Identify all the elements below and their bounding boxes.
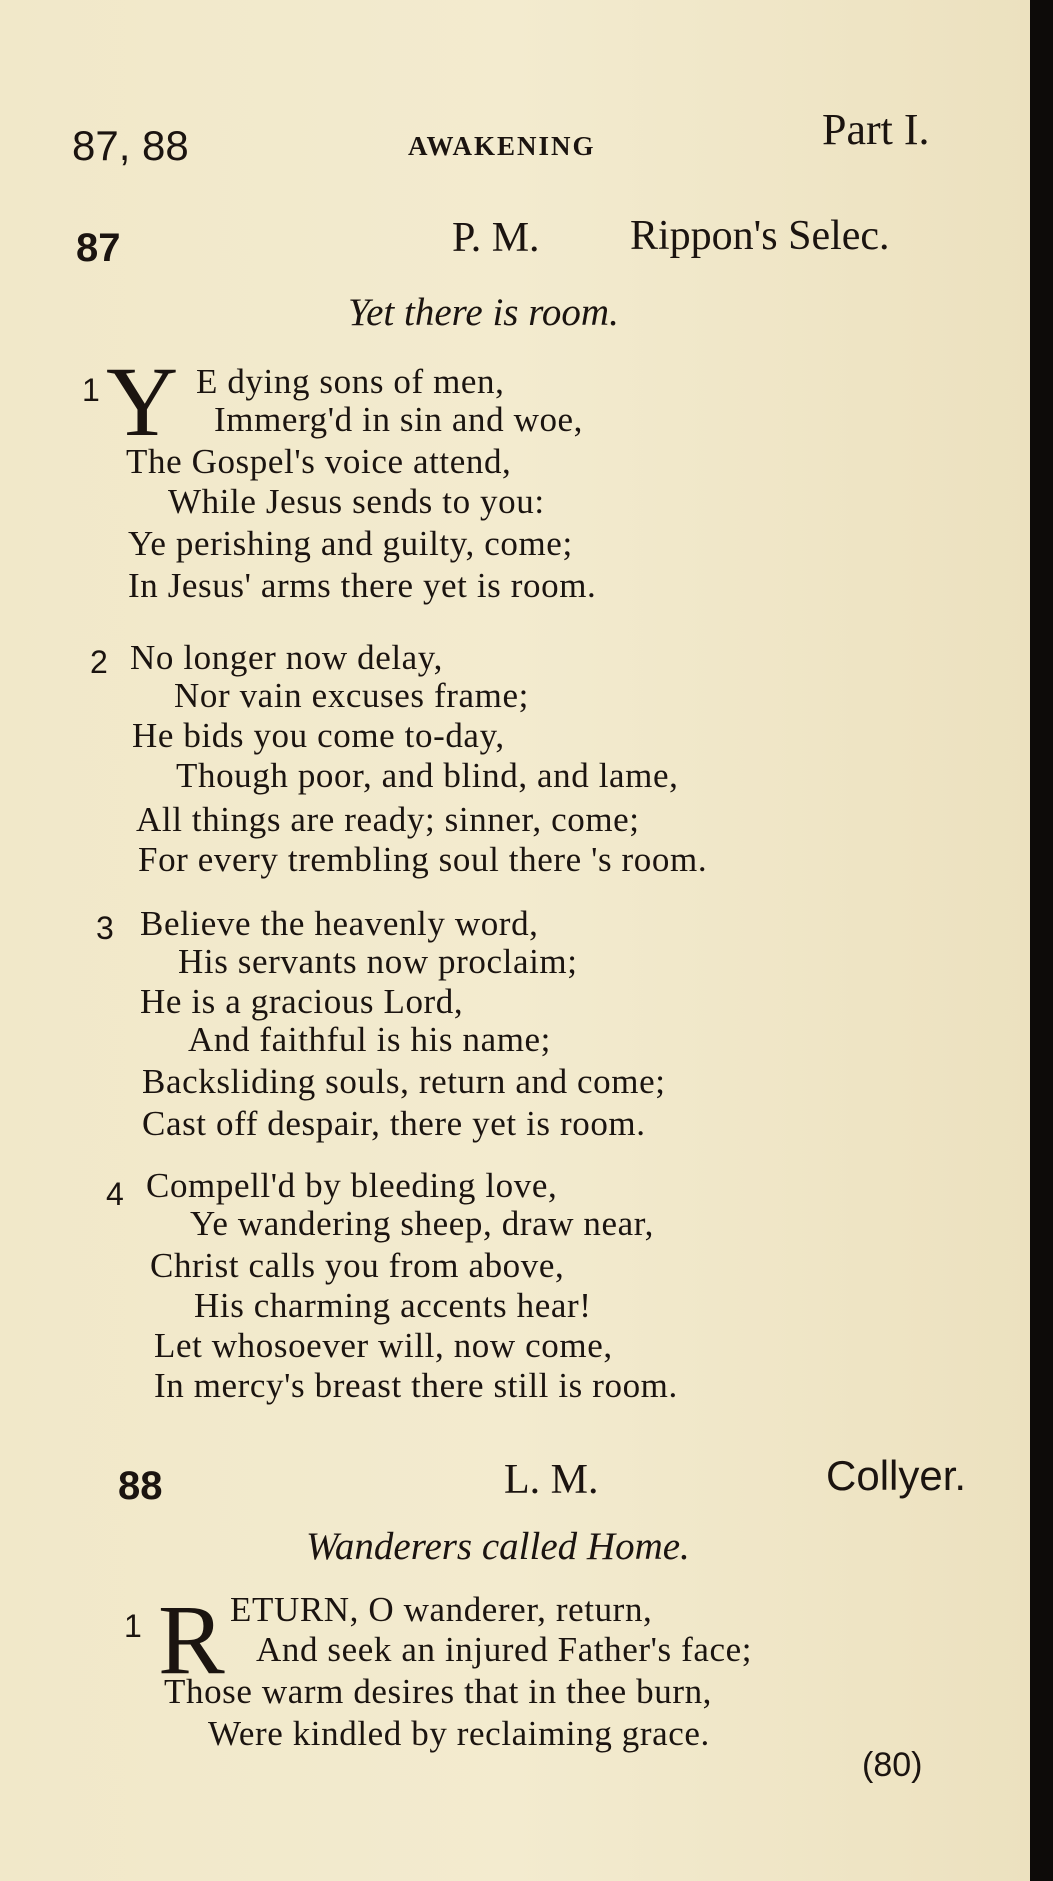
verse-line: Ye wandering sheep, draw near, (190, 1204, 655, 1243)
verse-number: 1 (82, 372, 100, 408)
verse-line: ETURN, O wanderer, return, (230, 1590, 653, 1629)
running-head-hymn-numbers: 87, 88 (72, 122, 189, 169)
verse-line: Backsliding souls, return and come; (142, 1062, 666, 1101)
verse-line: In mercy's breast there still is room. (154, 1366, 678, 1405)
verse-line: His servants now proclaim; (178, 942, 578, 981)
verse-line: And faithful is his name; (188, 1020, 552, 1059)
drop-cap-letter: Y (106, 346, 179, 457)
verse-line: His charming accents hear! (194, 1286, 592, 1325)
hymn-87-number: 87 (76, 226, 121, 270)
verse-line: Those warm desires that in thee burn, (164, 1672, 713, 1711)
verse-line: For every trembling soul there 's room. (138, 840, 708, 879)
verse-line: Christ calls you from above, (150, 1246, 565, 1285)
verse-line: Though poor, and blind, and lame, (176, 756, 679, 795)
page-folio: (80) (862, 1746, 923, 1784)
verse-line: Were kindled by reclaiming grace. (208, 1714, 710, 1753)
page-edge-shadow (1030, 0, 1053, 1881)
hymn-87-source: Rippon's Selec. (630, 213, 890, 259)
verse-line: Immerg'd in sin and woe, (214, 400, 584, 439)
hymn-88-source: Collyer. (826, 1452, 967, 1499)
hymn-87-subtitle: Yet there is room. (348, 291, 619, 334)
verse-number: 1 (124, 1608, 142, 1644)
hymn-88-subtitle: Wanderers called Home. (306, 1525, 690, 1568)
verse-number: 4 (106, 1176, 124, 1212)
verse-line: All things are ready; sinner, come; (136, 800, 640, 839)
hymn-87-meter: P. M. (452, 215, 540, 261)
verse-number: 2 (90, 644, 108, 680)
verse-line: Nor vain excuses frame; (174, 676, 529, 715)
verse-line: Let whosoever will, now come, (154, 1326, 613, 1365)
verse-line: No longer now delay, (130, 638, 443, 677)
verse-line: While Jesus sends to you: (168, 482, 545, 521)
verse-number: 3 (96, 910, 114, 946)
verse-line: The Gospel's voice attend, (126, 442, 512, 481)
running-head-section-title: AWAKENING (408, 131, 596, 161)
verse-line: Compell'd by bleeding love, (146, 1166, 558, 1205)
verse-line: Ye perishing and guilty, come; (128, 524, 573, 563)
hymn-88-meter: L. M. (504, 1457, 599, 1503)
running-head-part: Part I. (822, 105, 930, 154)
verse-line: He is a gracious Lord, (140, 982, 464, 1021)
verse-line: E dying sons of men, (196, 362, 505, 401)
verse-line: Cast off despair, there yet is room. (142, 1104, 646, 1143)
verse-line: In Jesus' arms there yet is room. (128, 566, 597, 605)
drop-cap-letter: R (158, 1584, 225, 1695)
hymn-88-number: 88 (118, 1464, 163, 1508)
verse-line: And seek an injured Father's face; (256, 1630, 753, 1669)
verse-line: He bids you come to-day, (132, 716, 505, 755)
verse-line: Believe the heavenly word, (140, 904, 539, 943)
